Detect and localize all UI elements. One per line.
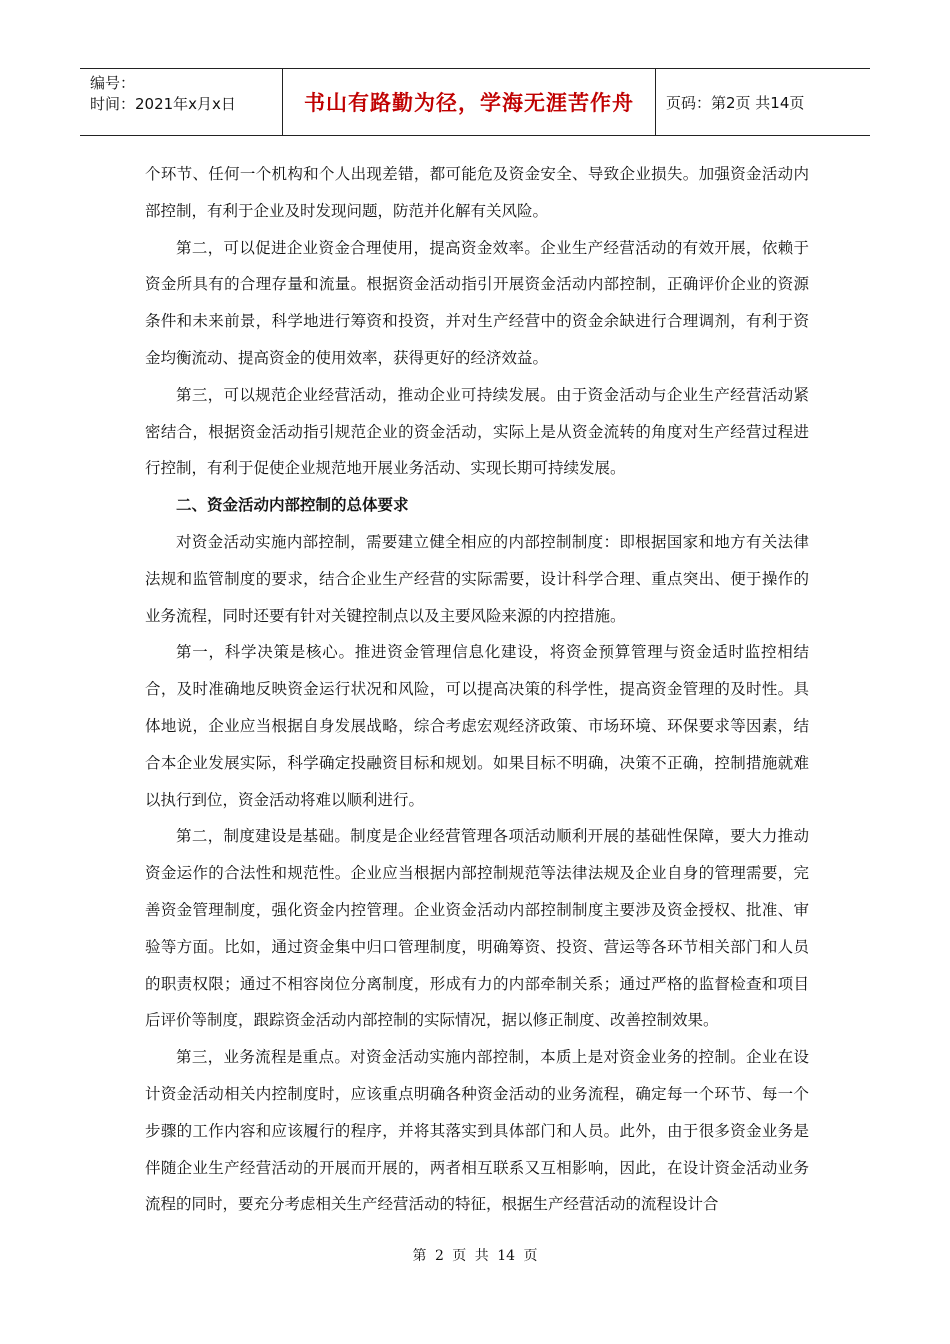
page-footer: 第 2 页 共 14 页 (412, 1248, 538, 1264)
paragraph: 第二，可以促进企业资金合理使用，提高资金效率。企业生产经营活动的有效开展，依赖于资金所具有的合理存量和流量。根据资金活动指引开展资金活动内部控制，正确评价企业的资源条件和未来前景，科学地进行筹资和投资，并对生产经营中的资金余缺进行合理调剂，有利于资金均衡流动、提高资金的使用效率，获得更好的经济效益。 (145, 238, 809, 367)
paragraph: 第三，业务流程是重点。对资金活动实施内部控制，本质上是对资金业务的控制。企业在设计资金活动相关内控制度时，应该重点明确各种资金活动的业务流程，确定每一个环节、每一个步骤的工作内容和应该履行的程序，并将其落实到具体部门和人员。此外，由于很多资金业务是伴随企业生产经营活动的开展而开展的，两者相互联系又互相影响，因此，在设计资金活动业务流程的同时，要充分考虑相关生产经营活动的特征，根据生产经营活动的流程设计合 (145, 1048, 809, 1214)
document-body (145, 156, 809, 1223)
paragraph: 第二，制度建设是基础。制度是企业经营管理各项活动顺利开展的基础性保障，要大力推动资金运作的合法性和规范性。企业应当根据内部控制规范等法律法规及企业自身的管理需要，完善资金管理制度，强化资金内控管理。企业资金活动内部控制制度主要涉及资金授权、批准、审验等方面。比如，通过资金集中归口管理制度，明确筹资、投资、营运等各环节相关部门和人员的职责权限；通过不相容岗位分离制度，形成有力的内部牵制关系；通过严格的监督检查和项目后评价等制度，跟踪资金活动内部控制的实际情况，据以修正制度、改善控制效果。 (145, 827, 809, 1030)
header-meta (80, 69, 282, 135)
date-label: 时间：2021年x月x日 (90, 95, 236, 113)
header-page-label: 页码：第2页 共14页 (666, 93, 805, 112)
header-page-cell (656, 69, 870, 135)
page-header (80, 68, 870, 136)
motto-text: 书山有路勤为径，学海无涯苦作舟 (304, 91, 634, 115)
paragraph: 个环节、任何一个机构和个人出现差错，都可能危及资金安全、导致企业损失。加强资金活动内部控制，有利于企业及时发现问题，防范并化解有关风险。 (145, 165, 809, 220)
number-label: 编号： (90, 74, 136, 92)
paragraph: 第一，科学决策是核心。推进资金管理信息化建设，将资金预算管理与资金适时监控相结合，及时准确地反映资金运行状况和风险，可以提高决策的科学性，提高资金管理的及时性。具体地说，企业应当根据自身发展战略，综合考虑宏观经济政策、市场环境、环保要求等因素，结合本企业发展实际，科学确定投融资目标和规划。如果目标不明确，决策不正确，控制措施就难以执行到位，资金活动将难以顺利进行。 (145, 643, 809, 809)
header-motto-cell (282, 69, 656, 135)
section-heading: 二、资金活动内部控制的总体要求 (176, 496, 409, 515)
paragraph: 对资金活动实施内部控制，需要建立健全相应的内部控制制度：即根据国家和地方有关法律法规和监管制度的要求，结合企业生产经营的实际需要，设计科学合理、重点突出、便于操作的业务流程，同时还要有针对关键控制点以及主要风险来源的内控措施。 (145, 532, 809, 625)
paragraph: 第三，可以规范企业经营活动，推动企业可持续发展。由于资金活动与企业生产经营活动紧密结合，根据资金活动指引规范企业的资金活动，实际上是从资金流转的角度对生产经营过程进行控制，有利于促使企业规范地开展业务活动、实现长期可持续发展。 (145, 385, 809, 478)
